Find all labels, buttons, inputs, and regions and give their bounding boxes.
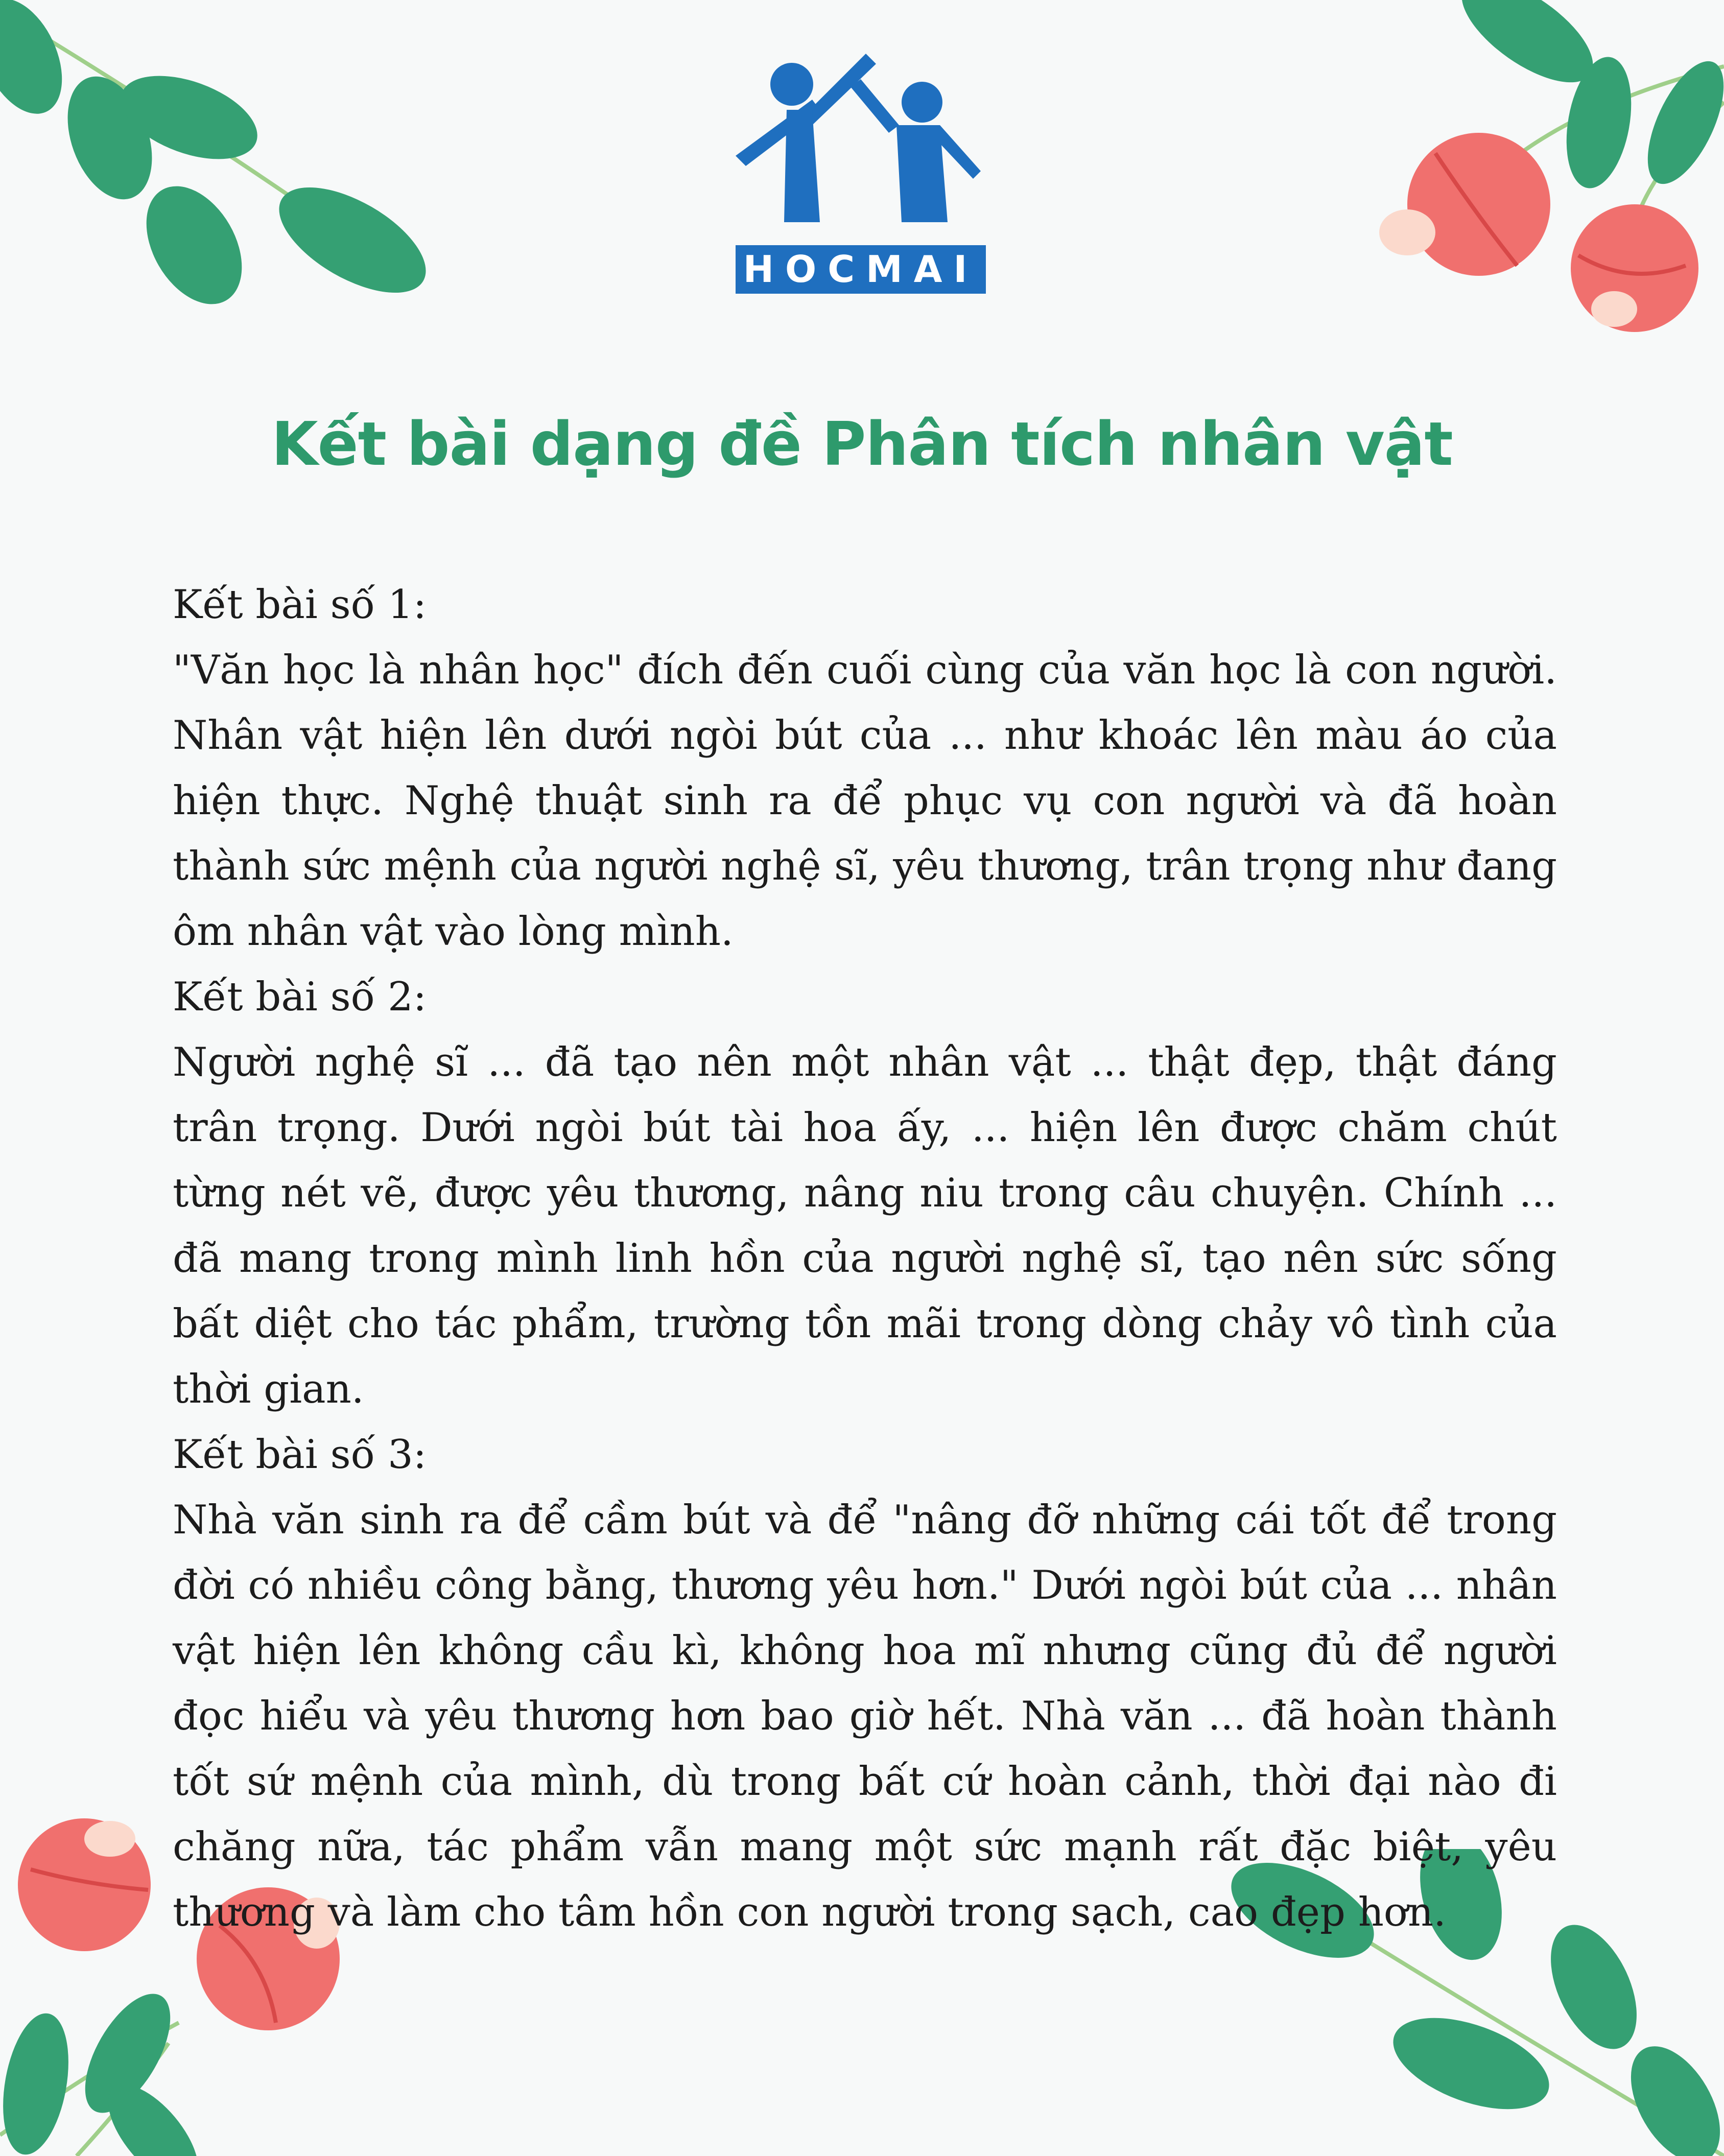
section-3-heading: Kết bài số 3: xyxy=(173,1432,427,1478)
page-title: Kết bài dạng đề Phân tích nhân vật xyxy=(271,409,1453,479)
section-1-heading: Kết bài số 1: xyxy=(173,582,427,628)
hocmai-logo xyxy=(736,54,986,294)
leaf-branch-icon-top-left xyxy=(0,0,460,368)
article-body xyxy=(173,572,1557,1945)
flower-branch-icon-top-right xyxy=(1354,0,1724,358)
logo-text: HOCMAI xyxy=(743,248,979,291)
section-2-body: Người nghệ sĩ ... đã tạo nên một nhân vật ... thật đẹp, thật đáng trân trọng. Dưới ngòi bút tài hoa ấy, ... hiện lên được chăm chút từng nét vẽ, được yêu thương, nâng niu trong câu chuyện. Chính ... đã mang trong mình linh hồn của người nghệ sĩ, tạo nên sức sống bất diệt cho tác phẩm, trường tồn mãi trong dòng chảy vô tình của thời gian. xyxy=(173,1039,1557,1412)
section-3-body: Nhà văn sinh ra để cầm bút và để "nâng đỡ những cái tốt để trong đời có nhiều công bằng, thương yêu hơn." Dưới ngòi bút của ... nhân vật hiện lên không cầu kì, không hoa mĩ nhưng cũng đủ để người đọc hiểu và yêu thương hơn bao giờ hết. Nhà văn ... đã hoàn thành tốt sứ mệnh của mình, dù trong bất cứ hoàn cảnh, thời đại nào đi chăng nữa, tác phẩm vẫn mang một sức mạnh rất đặc biệt, yêu thương và làm cho tâm hồn con người trong sạch, cao đẹp hơn. xyxy=(173,1497,1557,1935)
section-1-body: "Văn học là nhân học" đích đến cuối cùng của văn học là con người. Nhân vật hiện lên dưới ngòi bút của ... như khoác lên màu áo của hiện thực. Nghệ thuật sinh ra để phục vụ con người và đã hoàn thành sức mệnh của người nghệ sĩ, yêu thương, trân trọng như đang ôm nhân vật vào lòng mình. xyxy=(173,647,1557,955)
section-2-heading: Kết bài số 2: xyxy=(173,974,427,1020)
hocmai-logo-mark xyxy=(736,54,986,294)
